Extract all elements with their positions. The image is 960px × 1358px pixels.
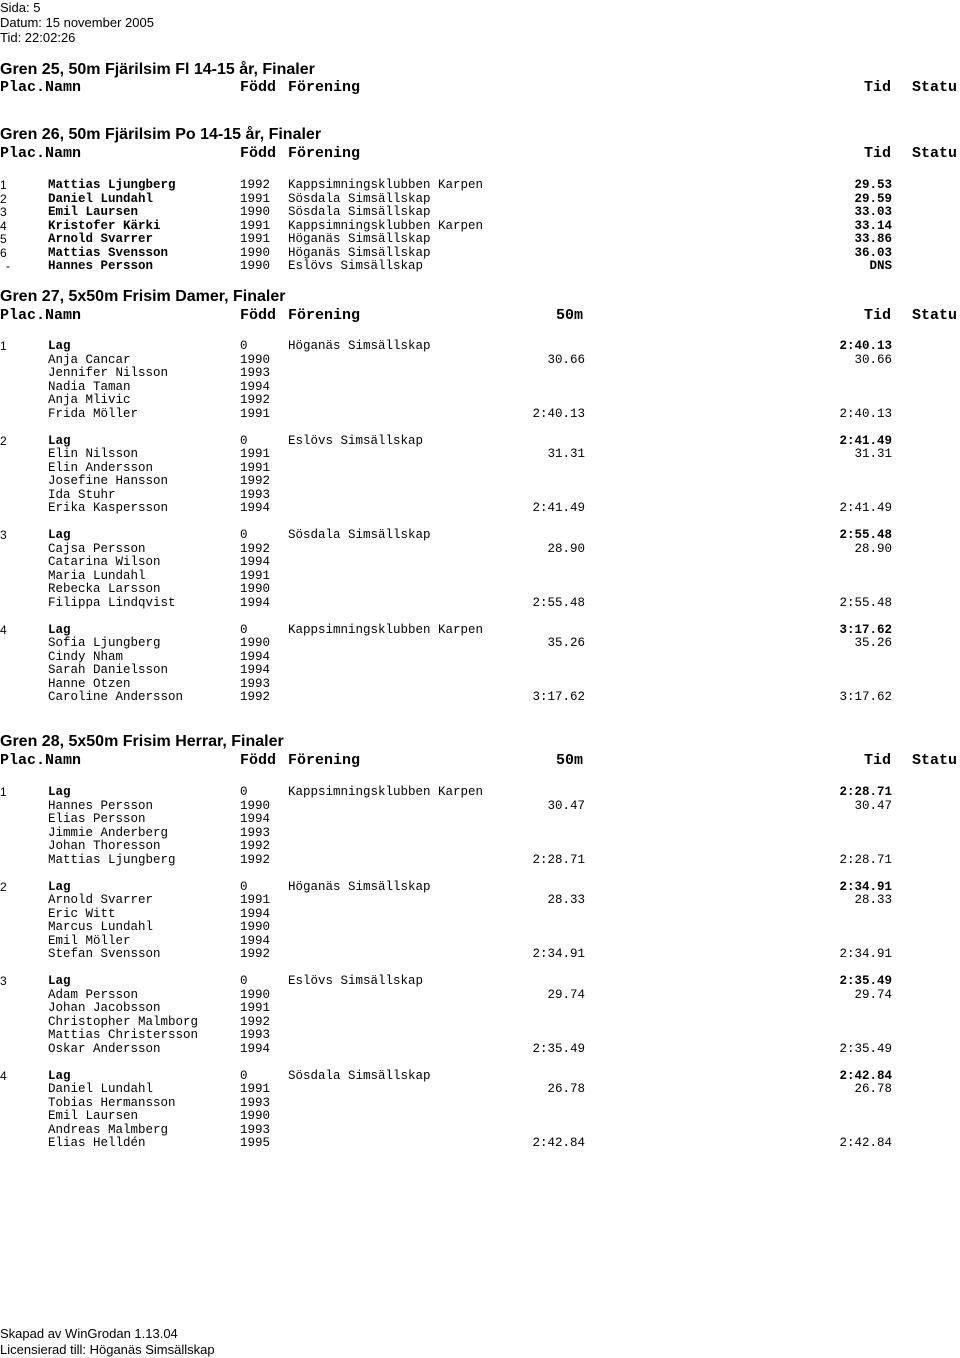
gren28-results [0, 786, 960, 1151]
swimmer-name: Jennifer Nilsson [48, 366, 169, 380]
swimmer-name: Eric Witt [48, 906, 116, 921]
birth-year: 0 [240, 879, 248, 894]
swimmer-name: Arnold Svarrer [48, 232, 154, 246]
split-time: 29.74 [547, 987, 585, 1002]
gren25-title: Gren 25, 50m Fjärilsim Fl 14-15 år, Finaler [0, 61, 315, 78]
placing: 5 [0, 232, 7, 246]
birth-year: 1992 [240, 541, 271, 556]
swimmer-name: Sofia Ljungberg [48, 636, 161, 650]
split-time: 28.33 [547, 893, 585, 907]
swimmer-name: Hanne Otzen [48, 676, 131, 691]
swimmer-name: Filippa Lindqvist [48, 595, 176, 610]
birth-year: 1994 [240, 1041, 271, 1056]
split-time: 3:17.62 [532, 690, 585, 704]
swimmer-row [0, 597, 960, 611]
birth-year: 0 [240, 433, 248, 448]
cumulative-time: 2:40.13 [839, 406, 892, 421]
birth-year: 1991 [240, 460, 271, 475]
team-name: Lag [48, 785, 71, 799]
team-name: Lag [48, 528, 71, 542]
final-time: 36.03 [854, 245, 892, 260]
birth-year: 1990 [240, 1109, 271, 1123]
birth-year: 1992 [240, 947, 271, 961]
result-row [0, 260, 960, 274]
cumulative-time: 28.90 [854, 541, 892, 556]
placing: 1 [0, 339, 7, 353]
cumulative-time: 30.66 [854, 352, 892, 367]
swimmer-row [0, 1097, 960, 1111]
swimmer-name: Elin Andersson [48, 460, 154, 475]
swimmer-name: Elin Nilsson [48, 447, 139, 461]
cumulative-time: 31.31 [854, 447, 892, 461]
birth-year: 1993 [240, 676, 271, 691]
placing: 1 [0, 178, 7, 192]
club-name: Eslövs Simsällskap [288, 974, 424, 988]
split-time: 30.47 [547, 798, 585, 813]
birth-year: 1992 [240, 690, 271, 704]
swimmer-name: Elias Persson [48, 812, 146, 826]
birth-year: 1993 [240, 1122, 271, 1137]
birth-year: 1993 [240, 1028, 271, 1042]
col-fodd: Född [240, 79, 277, 96]
swimmer-row [0, 1043, 960, 1057]
cumulative-time: 3:17.62 [839, 690, 892, 704]
swimmer-name: Christopher Malmborg [48, 1014, 199, 1029]
birth-year: 0 [240, 528, 248, 542]
swimmer-name: Mattias Svensson [48, 245, 169, 260]
swimmer-row [0, 543, 960, 557]
birth-year: 1992 [240, 474, 271, 488]
placing: 2 [0, 879, 7, 894]
swimmer-name: Mattias Ljungberg [48, 178, 176, 192]
swimmer-row [0, 502, 960, 516]
birth-year: 1990 [240, 245, 271, 260]
swimmer-row [0, 462, 960, 476]
col-fodd: Född [240, 307, 277, 324]
swimmer-row [0, 1124, 960, 1138]
cumulative-time: 2:35.49 [839, 1041, 892, 1056]
birth-year: 0 [240, 339, 248, 353]
club-name: Eslövs Simsällskap [288, 433, 424, 448]
gren28-column-header [0, 752, 960, 770]
split-time: 2:28.71 [532, 852, 585, 867]
team-row [0, 975, 960, 989]
swimmer-name: Erika Kaspersson [48, 501, 169, 515]
gren27-results [0, 340, 960, 705]
final-time: 2:28.71 [839, 785, 892, 799]
swimmer-name: Emil Möller [48, 933, 131, 948]
birth-year: 1990 [240, 636, 271, 650]
swimmer-name: Cajsa Persson [48, 541, 146, 556]
result-row [0, 220, 960, 234]
split-time: 35.26 [547, 636, 585, 650]
swimmer-row [0, 394, 960, 408]
col-tid: Tid [864, 307, 892, 324]
swimmer-name: Hannes Persson [48, 259, 154, 273]
club-name: Sösdala Simsällskap [288, 528, 431, 542]
col-tid: Tid [864, 752, 892, 769]
birth-year: 1993 [240, 487, 271, 502]
col-split-50m: 50m [556, 307, 584, 324]
swimmer-name: Mattias Ljungberg [48, 852, 176, 867]
team-row [0, 435, 960, 449]
split-time: 26.78 [547, 1082, 585, 1096]
swimmer-row [0, 921, 960, 935]
result-row [0, 193, 960, 207]
swimmer-name: Arnold Svarrer [48, 893, 154, 907]
placing: 4 [0, 218, 7, 233]
team-row [0, 529, 960, 543]
split-time: 31.31 [547, 447, 585, 461]
final-time: 2:40.13 [839, 339, 892, 353]
swimmer-name: Johan Thoresson [48, 839, 161, 853]
gren26-column-header [0, 145, 960, 163]
cumulative-time: 2:55.48 [839, 595, 892, 610]
swimmer-row [0, 1016, 960, 1030]
club-name: Höganäs Simsällskap [288, 879, 431, 894]
split-time: 2:40.13 [532, 406, 585, 421]
birth-year: 1991 [240, 1001, 271, 1015]
cumulative-time: 30.47 [854, 798, 892, 813]
placing: 2 [0, 191, 7, 206]
swimmer-name: Daniel Lundahl [48, 1082, 154, 1096]
team-name: Lag [48, 339, 71, 353]
birth-year: 1990 [240, 352, 271, 367]
birth-year: 0 [240, 974, 248, 988]
split-time: 2:42.84 [532, 1136, 585, 1150]
result-row [0, 179, 960, 193]
club-name: Höganäs Simsällskap [288, 245, 431, 260]
birth-year: 1992 [240, 839, 271, 853]
birth-year: 1991 [240, 1082, 271, 1096]
swimmer-row [0, 1083, 960, 1097]
swimmer-name: Tobias Hermansson [48, 1095, 176, 1110]
gren26-title: Gren 26, 50m Fjärilsim Po 14-15 år, Finaler [0, 126, 322, 143]
final-time: 29.59 [854, 191, 892, 206]
col-status: Statu [912, 145, 958, 162]
result-row [0, 233, 960, 247]
club-name: Sösdala Simsällskap [288, 191, 431, 206]
row-gap [0, 867, 960, 881]
swimmer-row [0, 840, 960, 854]
col-tid: Tid [864, 79, 892, 96]
club-name: Sösdala Simsällskap [288, 1068, 431, 1083]
final-time: 33.14 [854, 218, 892, 233]
row-gap [0, 610, 960, 624]
team-row [0, 624, 960, 638]
swimmer-name: Elias Helldén [48, 1136, 146, 1150]
club-name: Eslövs Simsällskap [288, 259, 424, 273]
swimmer-row [0, 651, 960, 665]
placing: 4 [0, 622, 7, 637]
swimmer-row [0, 908, 960, 922]
final-time: 2:55.48 [839, 528, 892, 542]
placing: 3 [0, 974, 7, 988]
cumulative-time: 29.74 [854, 987, 892, 1002]
birth-year: 1994 [240, 649, 271, 664]
gren27-column-header [0, 307, 960, 325]
swimmer-row [0, 556, 960, 570]
swimmer-name: Oskar Andersson [48, 1041, 161, 1056]
birth-year: 1991 [240, 447, 271, 461]
swimmer-row [0, 894, 960, 908]
swimmer-name: Mattias Christersson [48, 1028, 199, 1042]
placing: 2 [0, 433, 7, 448]
birth-year: 1992 [240, 1014, 271, 1029]
final-time: 33.03 [854, 205, 892, 219]
placing: 1 [0, 785, 7, 799]
col-plac-namn: Plac.Namn [0, 145, 82, 162]
split-time: 2:34.91 [532, 947, 585, 961]
birth-year: 1994 [240, 555, 271, 569]
final-time: 2:35.49 [839, 974, 892, 988]
col-forening: Förening [288, 307, 361, 324]
result-row [0, 206, 960, 220]
birth-year: 1990 [240, 798, 271, 813]
birth-year: 1990 [240, 920, 271, 934]
cumulative-time: 2:41.49 [839, 501, 892, 515]
birth-year: 1993 [240, 366, 271, 380]
swimmer-name: Daniel Lundahl [48, 191, 154, 206]
birth-year: 1994 [240, 663, 271, 677]
birth-year: 1992 [240, 852, 271, 867]
placing: 3 [0, 528, 7, 542]
team-name: Lag [48, 879, 71, 894]
row-gap [0, 516, 960, 530]
report-date: Datum: 15 november 2005 [0, 15, 154, 30]
birth-year: 1994 [240, 501, 271, 515]
final-time: 2:34.91 [839, 879, 892, 894]
swimmer-row [0, 381, 960, 395]
gren27-title: Gren 27, 5x50m Frisim Damer, Finaler [0, 288, 286, 305]
swimmer-row [0, 935, 960, 949]
final-time: 2:41.49 [839, 433, 892, 448]
cumulative-time: 2:42.84 [839, 1136, 892, 1150]
club-name: Sösdala Simsällskap [288, 205, 431, 219]
swimmer-name: Emil Laursen [48, 205, 139, 219]
birth-year: 0 [240, 622, 248, 637]
swimmer-name: Hannes Persson [48, 798, 154, 813]
swimmer-row [0, 367, 960, 381]
swimmer-name: Anja Cancar [48, 352, 131, 367]
row-gap [0, 962, 960, 976]
swimmer-name: Rebecka Larsson [48, 582, 161, 596]
placing: 4 [0, 1068, 7, 1083]
swimmer-row [0, 637, 960, 651]
swimmer-row [0, 570, 960, 584]
gren25-column-header [0, 79, 960, 97]
swimmer-name: Caroline Andersson [48, 690, 184, 704]
col-forening: Förening [288, 79, 361, 96]
swimmer-row [0, 989, 960, 1003]
team-row [0, 340, 960, 354]
col-fodd: Född [240, 752, 277, 769]
birth-year: 1993 [240, 1095, 271, 1110]
team-name: Lag [48, 1068, 71, 1083]
swimmer-name: Johan Jacobsson [48, 1001, 161, 1015]
placing: 3 [0, 205, 7, 219]
club-name: Kappsimningsklubben Karpen [288, 785, 484, 799]
birth-year: 1991 [240, 893, 271, 907]
birth-year: 1995 [240, 1136, 271, 1150]
club-name: Kappsimningsklubben Karpen [288, 178, 484, 192]
col-tid: Tid [864, 145, 892, 162]
final-time: DNS [869, 259, 892, 273]
split-time: 2:55.48 [532, 595, 585, 610]
club-name: Kappsimningsklubben Karpen [288, 622, 484, 637]
team-row [0, 1070, 960, 1084]
birth-year: 0 [240, 1068, 248, 1083]
swimmer-name: Cindy Nham [48, 649, 124, 664]
swimmer-name: Nadia Taman [48, 379, 131, 394]
final-time: 3:17.62 [839, 622, 892, 637]
swimmer-name: Ida Stuhr [48, 487, 116, 502]
team-name: Lag [48, 622, 71, 637]
swimmer-row [0, 448, 960, 462]
birth-year: 1994 [240, 379, 271, 394]
swimmer-row [0, 1110, 960, 1124]
swimmer-row [0, 827, 960, 841]
birth-year: 1993 [240, 825, 271, 840]
report-time: Tid: 22:02:26 [0, 30, 76, 45]
swimmer-row [0, 813, 960, 827]
final-time: 29.53 [854, 178, 892, 192]
col-forening: Förening [288, 145, 361, 162]
swimmer-name: Sarah Danielsson [48, 663, 169, 677]
placing: - [6, 259, 10, 273]
col-status: Statu [912, 79, 958, 96]
club-name: Kappsimningsklubben Karpen [288, 218, 484, 233]
club-name: Höganäs Simsällskap [288, 232, 431, 246]
cumulative-time: 2:28.71 [839, 852, 892, 867]
col-fodd: Född [240, 145, 277, 162]
swimmer-row [0, 854, 960, 868]
birth-year: 1994 [240, 933, 271, 948]
cumulative-time: 26.78 [854, 1082, 892, 1096]
swimmer-row [0, 583, 960, 597]
swimmer-name: Catarina Wilson [48, 555, 161, 569]
swimmer-row [0, 800, 960, 814]
swimmer-name: Stefan Svensson [48, 947, 161, 961]
birth-year: 1994 [240, 595, 271, 610]
swimmer-row [0, 475, 960, 489]
final-time: 2:42.84 [839, 1068, 892, 1083]
birth-year: 1994 [240, 812, 271, 826]
swimmer-row [0, 1029, 960, 1043]
cumulative-time: 28.33 [854, 893, 892, 907]
swimmer-name: Andreas Malmberg [48, 1122, 169, 1137]
birth-year: 1990 [240, 582, 271, 596]
col-forening: Förening [288, 752, 361, 769]
team-row [0, 881, 960, 895]
swimmer-name: Marcus Lundahl [48, 920, 154, 934]
birth-year: 1990 [240, 205, 271, 219]
swimmer-name: Adam Persson [48, 987, 139, 1002]
gren26-results [0, 179, 960, 274]
footer-created: Skapad av WinGrodan 1.13.04 [0, 1326, 178, 1341]
row-gap [0, 421, 960, 435]
team-row [0, 786, 960, 800]
row-gap [0, 1056, 960, 1070]
cumulative-time: 2:34.91 [839, 947, 892, 961]
swimmer-name: Jimmie Anderberg [48, 825, 169, 840]
swimmer-name: Frida Möller [48, 406, 139, 421]
birth-year: 1990 [240, 987, 271, 1002]
final-time: 33.86 [854, 232, 892, 246]
club-name: Höganäs Simsällskap [288, 339, 431, 353]
split-time: 2:35.49 [532, 1041, 585, 1056]
swimmer-row [0, 408, 960, 422]
cumulative-time: 35.26 [854, 636, 892, 650]
birth-year: 0 [240, 785, 248, 799]
birth-year: 1991 [240, 232, 271, 246]
footer-licensed: Licensierad till: Höganäs Simsällskap [0, 1342, 215, 1357]
split-time: 30.66 [547, 352, 585, 367]
birth-year: 1991 [240, 218, 271, 233]
swimmer-name: Maria Lundahl [48, 568, 146, 583]
birth-year: 1991 [240, 406, 271, 421]
col-status: Statu [912, 752, 958, 769]
swimmer-row [0, 354, 960, 368]
result-row [0, 247, 960, 261]
split-time: 2:41.49 [532, 501, 585, 515]
birth-year: 1992 [240, 178, 271, 192]
swimmer-row [0, 948, 960, 962]
swimmer-row [0, 1002, 960, 1016]
placing: 6 [0, 245, 7, 260]
col-plac-namn: Plac.Namn [0, 307, 82, 324]
birth-year: 1992 [240, 393, 271, 407]
swimmer-name: Anja Mlivic [48, 393, 131, 407]
swimmer-row [0, 664, 960, 678]
col-plac-namn: Plac.Namn [0, 752, 82, 769]
swimmer-row [0, 1137, 960, 1151]
team-name: Lag [48, 974, 71, 988]
swimmer-name: Emil Laursen [48, 1109, 139, 1123]
swimmer-row [0, 691, 960, 705]
swimmer-name: Kristofer Kärki [48, 218, 161, 233]
col-split-50m: 50m [556, 752, 584, 769]
swimmer-name: Josefine Hansson [48, 474, 169, 488]
page-number: Sida: 5 [0, 0, 41, 15]
birth-year: 1991 [240, 568, 271, 583]
col-plac-namn: Plac.Namn [0, 79, 82, 96]
swimmer-row [0, 489, 960, 503]
col-status: Statu [912, 307, 958, 324]
swimmer-row [0, 678, 960, 692]
birth-year: 1994 [240, 906, 271, 921]
split-time: 28.90 [547, 541, 585, 556]
gren28-title: Gren 28, 5x50m Frisim Herrar, Finaler [0, 733, 284, 750]
birth-year: 1991 [240, 191, 271, 206]
birth-year: 1990 [240, 259, 271, 273]
team-name: Lag [48, 433, 71, 448]
